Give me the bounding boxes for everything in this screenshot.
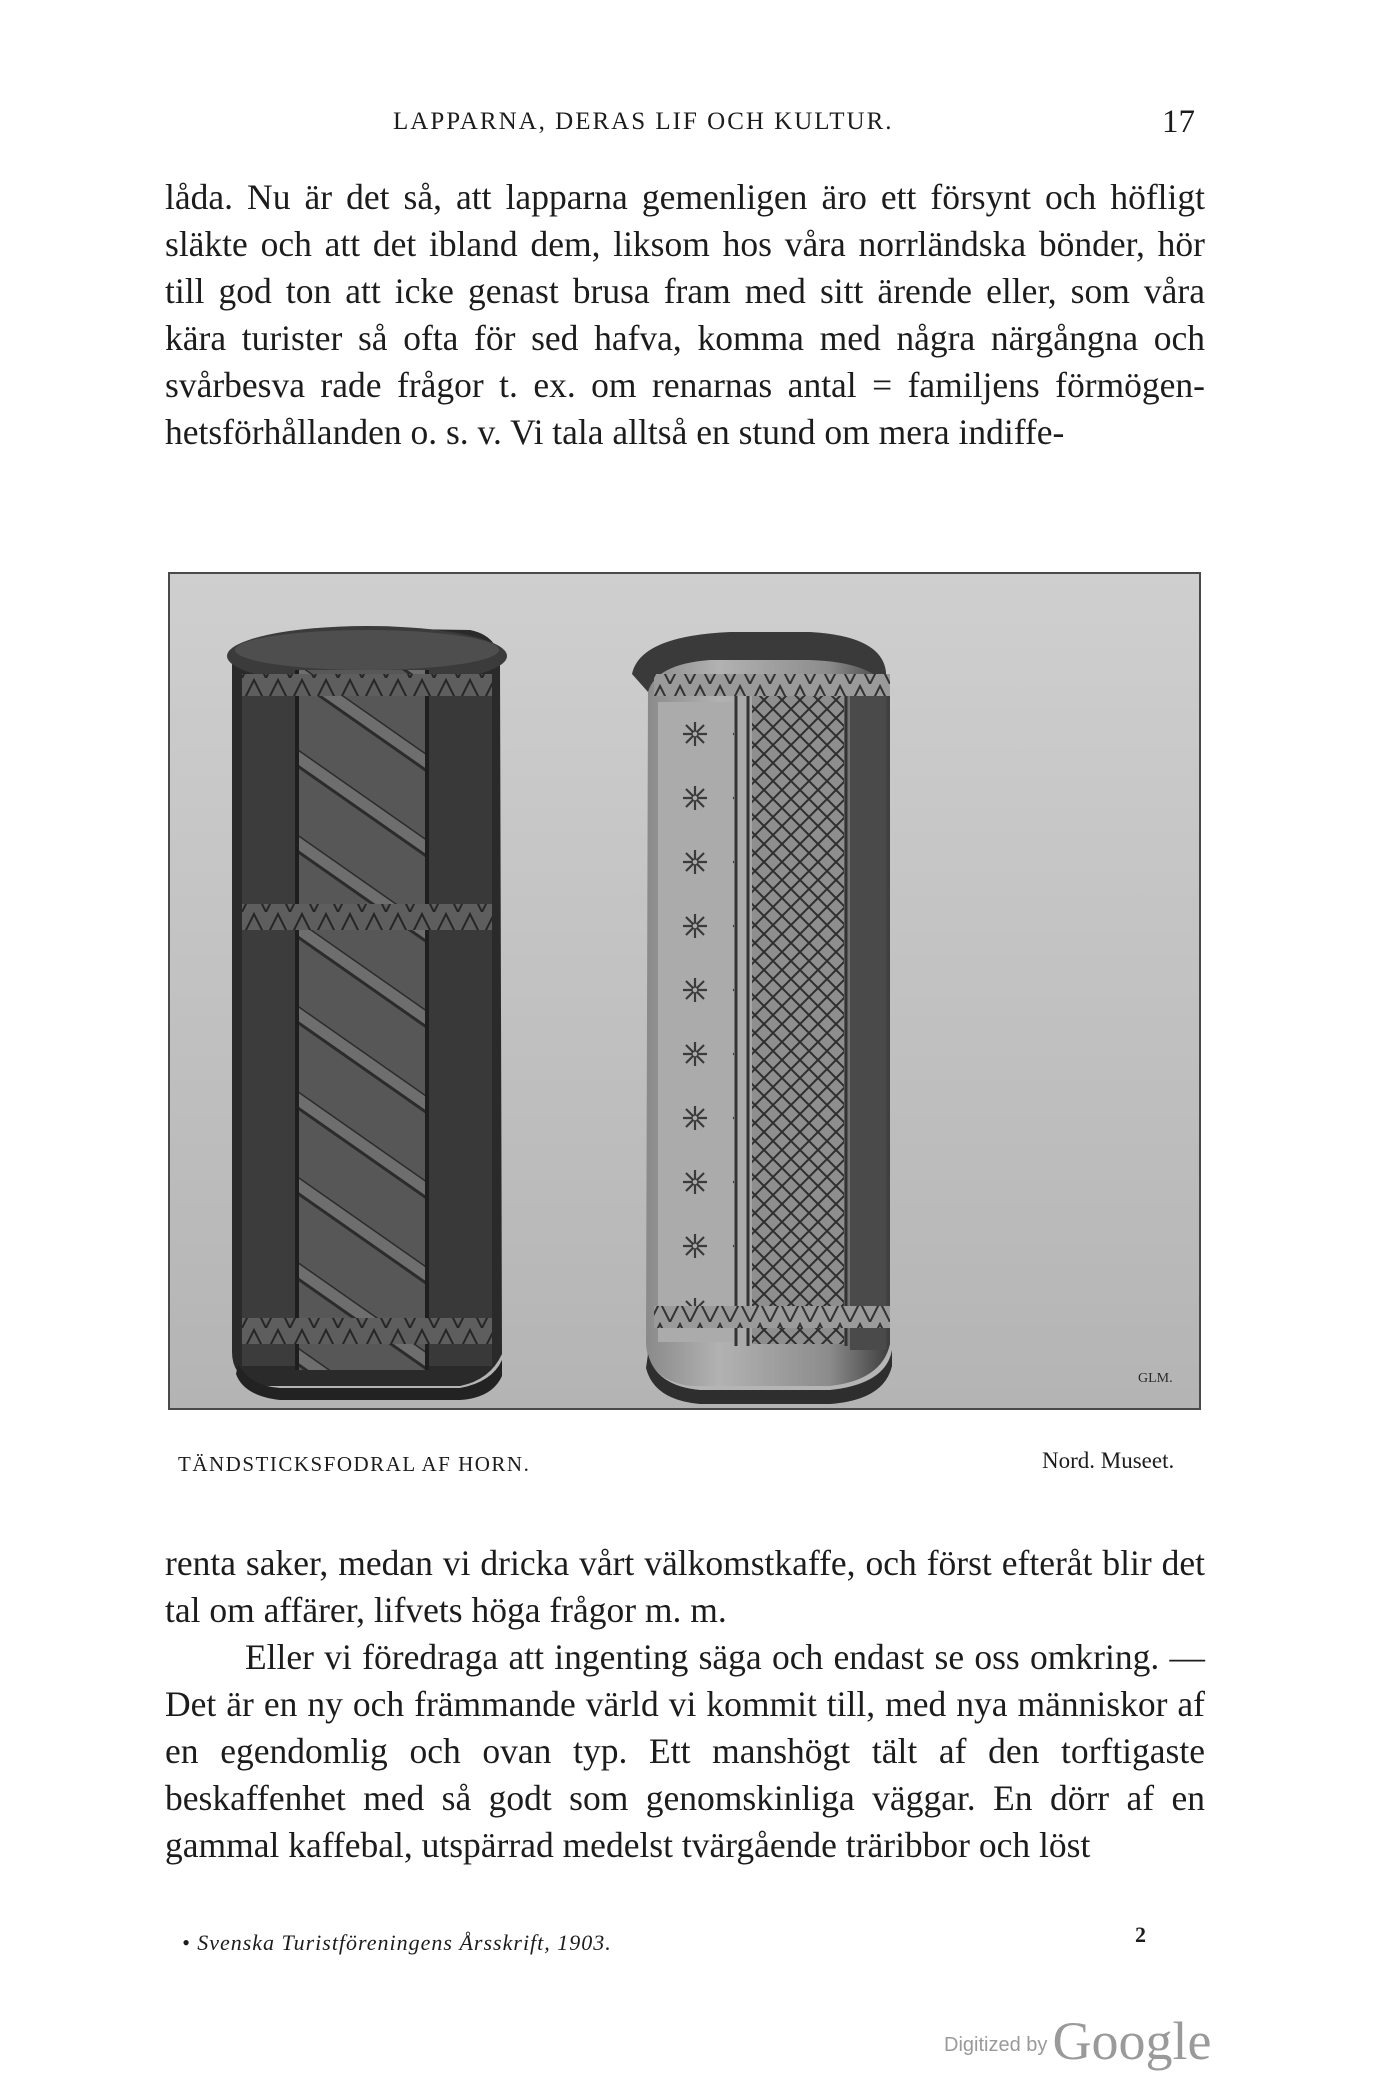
footnote xyxy=(182,1930,612,1956)
signature-mark: 2 xyxy=(1135,1922,1146,1947)
matchbox-holders-illustration xyxy=(170,574,1199,1408)
figure-caption: TÄNDSTICKSFODRAL AF HORN. xyxy=(178,1452,531,1476)
running-title: LAPPARNA, DERAS LIF OCH KULTUR. xyxy=(393,108,894,135)
left-matchbox-holder xyxy=(227,626,507,1400)
figure-credit: Nord. Museet. xyxy=(1042,1448,1175,1473)
google-logo: Google xyxy=(1052,2011,1212,2071)
running-head xyxy=(0,104,1400,148)
body-text-top xyxy=(165,174,1205,456)
digitized-by-text: Digitized by xyxy=(944,2034,1048,2056)
footnote-text: Svenska Turistföreningens Årsskrift, 1903. xyxy=(197,1930,612,1955)
body-text-bottom xyxy=(165,1540,1205,1869)
paragraph: låda. Nu är det så, att lapparna gemenligen äro ett försynt och höfligt släkte och att det ibland dem, liksom hos våra norrländska bönder, hör till god ton att icke genast brusa fram med sitt ärende eller, som våra kära turister så ofta för sed hafva, komma med några närgångna och svårbesva rade frågor t. ex. om renarnas antal = familjens förmögen-hetsförhållanden o. s. v. Vi tala alltså en stund om mera indiffe- xyxy=(165,177,1205,452)
artist-mark: GLM. xyxy=(1138,1371,1173,1386)
figure-photograph xyxy=(168,572,1201,1410)
page-number: 17 xyxy=(1162,104,1195,140)
footnote-bullet: • xyxy=(182,1930,198,1955)
digitized-watermark xyxy=(944,2010,1211,2072)
paragraph: Eller vi föredraga att ingenting säga och endast se oss omkring. — Det är en ny och främmande värld vi kommit till, med nya människor af en egendomlig och ovan typ. Ett manshögt tält af den torftigaste beskaffenhet med så godt som genomskinliga väggar. En dörr af en gammal kaffebal, utspärrad medelst tvärgående träribbor och löst xyxy=(165,1637,1205,1865)
right-matchbox-holder xyxy=(632,632,892,1404)
paragraph: renta saker, medan vi dricka vårt välkomstkaffe, och först efteråt blir det tal om affärer, lifvets höga frågor m. m. xyxy=(165,1543,1205,1630)
